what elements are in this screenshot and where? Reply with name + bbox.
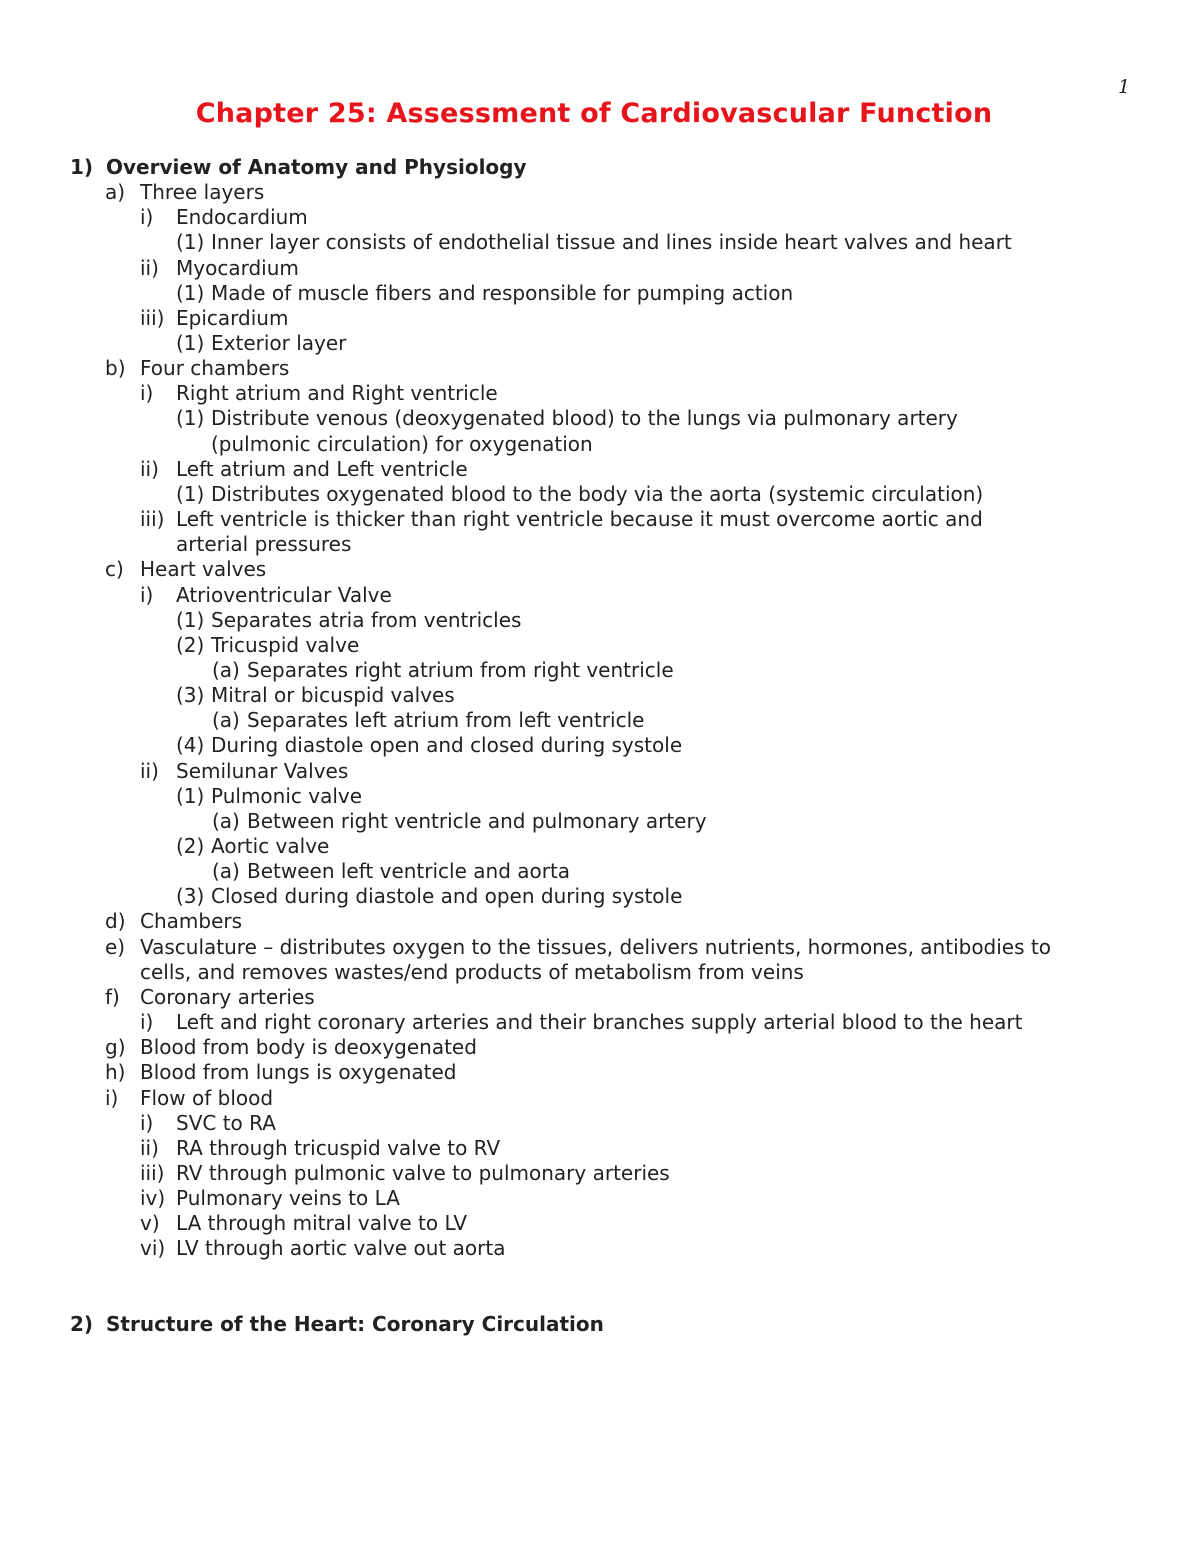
list-item-text: Aortic valve (211, 834, 330, 858)
list-marker: i) (140, 583, 154, 607)
list-marker: ii) (140, 457, 159, 481)
list-item-text: Myocardium (176, 256, 299, 280)
list-marker: ii) (140, 1136, 159, 1160)
list-item (0, 658, 1200, 683)
list-item-text: Pulmonic valve (211, 784, 363, 808)
list-item (0, 230, 1200, 255)
list-item (0, 608, 1200, 633)
section-heading (0, 155, 1200, 180)
list-item-text: Blood from lungs is oxygenated (140, 1060, 457, 1084)
list-marker: (1) (176, 482, 205, 506)
list-item (0, 834, 1200, 859)
list-item (0, 985, 1200, 1010)
list-item-text: Inner layer consists of endothelial tissue and lines inside heart valves and heart (211, 230, 1012, 254)
list-item-text: Between left ventricle and aorta (247, 859, 571, 883)
list-item-text: Atrioventricular Valve (176, 583, 392, 607)
list-item-text: Separates atria from ventricles (211, 608, 522, 632)
list-item-text: Heart valves (140, 557, 267, 581)
list-marker: (1) (176, 281, 205, 305)
list-item (0, 909, 1200, 934)
list-item (0, 432, 1200, 457)
list-marker: iv) (140, 1186, 166, 1210)
list-marker: (1) (176, 784, 205, 808)
list-item-text: Separates right atrium from right ventricle (247, 658, 674, 682)
list-item (0, 331, 1200, 356)
list-item (0, 482, 1200, 507)
list-marker: (a) (212, 809, 240, 833)
list-item-text: RA through tricuspid valve to RV (176, 1136, 501, 1160)
list-marker: ii) (140, 256, 159, 280)
list-marker: (3) (176, 884, 205, 908)
page-number: 1 (1118, 76, 1131, 98)
list-item-text: Mitral or bicuspid valves (211, 683, 455, 707)
list-item (0, 1236, 1200, 1261)
list-marker: ii) (140, 759, 159, 783)
list-marker: (1) (176, 406, 205, 430)
list-item-text: Three layers (140, 180, 265, 204)
list-item (0, 960, 1200, 985)
list-item-text: Distribute venous (deoxygenated blood) to the lungs via pulmonary artery (211, 406, 958, 430)
list-marker: i) (105, 1086, 119, 1110)
list-item-text: Chambers (140, 909, 243, 933)
list-item (0, 1035, 1200, 1060)
list-item-text: Pulmonary veins to LA (176, 1186, 400, 1210)
list-item-text: Left and right coronary arteries and their branches supply arterial blood to the heart (176, 1010, 1023, 1034)
list-item (0, 935, 1200, 960)
list-item-text: Blood from body is deoxygenated (140, 1035, 477, 1059)
list-marker: (a) (212, 859, 240, 883)
list-item (0, 1186, 1200, 1211)
list-item (0, 1161, 1200, 1186)
list-marker: c) (105, 557, 124, 581)
list-item (0, 306, 1200, 331)
list-marker: vi) (140, 1236, 166, 1260)
list-marker: h) (105, 1060, 126, 1084)
list-item-text: Between right ventricle and pulmonary artery (247, 809, 707, 833)
list-item (0, 884, 1200, 909)
list-marker: v) (140, 1211, 160, 1235)
list-item-text: Structure of the Heart: Coronary Circulation (106, 1312, 604, 1336)
list-item (0, 583, 1200, 608)
list-marker: f) (105, 985, 120, 1009)
list-marker: iii) (140, 1161, 165, 1185)
list-item (0, 1136, 1200, 1161)
list-item-text: SVC to RA (176, 1111, 276, 1135)
list-marker: i) (140, 1111, 154, 1135)
list-item-text: Exterior layer (211, 331, 347, 355)
list-item-text: cells, and removes wastes/end products of metabolism from veins (140, 960, 804, 984)
list-item (0, 784, 1200, 809)
list-item (0, 633, 1200, 658)
list-marker: i) (140, 381, 154, 405)
list-item-text: Vasculature – distributes oxygen to the tissues, delivers nutrients, hormones, antibodies to (140, 935, 1051, 959)
list-item (0, 859, 1200, 884)
list-marker: (2) (176, 834, 205, 858)
list-item-text: During diastole open and closed during systole (211, 733, 683, 757)
page-title: Chapter 25: Assessment of Cardiovascular Function (195, 98, 993, 129)
list-marker: i) (140, 205, 154, 229)
list-item (0, 1111, 1200, 1136)
list-marker: 2) (70, 1312, 94, 1336)
list-item (0, 281, 1200, 306)
list-item (0, 809, 1200, 834)
list-item-text: Distributes oxygenated blood to the body via the aorta (systemic circulation) (211, 482, 984, 506)
list-item (0, 733, 1200, 758)
list-item (0, 205, 1200, 230)
list-marker: (a) (212, 658, 240, 682)
list-item-text: Made of muscle fibers and responsible for pumping action (211, 281, 794, 305)
list-marker: e) (105, 935, 126, 959)
list-marker: d) (105, 909, 126, 933)
list-item-text: (pulmonic circulation) for oxygenation (211, 432, 593, 456)
list-item (0, 1086, 1200, 1111)
list-item-text: arterial pressures (176, 532, 352, 556)
list-marker: g) (105, 1035, 126, 1059)
list-item-text: Semilunar Valves (176, 759, 349, 783)
list-item (0, 1211, 1200, 1236)
list-marker: 1) (70, 155, 94, 179)
list-item (0, 708, 1200, 733)
list-marker: (2) (176, 633, 205, 657)
list-item (0, 1010, 1200, 1035)
list-marker: (4) (176, 733, 205, 757)
list-marker: (1) (176, 608, 205, 632)
list-item-text: Tricuspid valve (211, 633, 360, 657)
list-item-text: RV through pulmonic valve to pulmonary arteries (176, 1161, 670, 1185)
list-item-text: LV through aortic valve out aorta (176, 1236, 506, 1260)
list-item-text: Coronary arteries (140, 985, 315, 1009)
list-item-text: Four chambers (140, 356, 290, 380)
list-marker: iii) (140, 507, 165, 531)
list-item (0, 759, 1200, 784)
list-marker: (1) (176, 230, 205, 254)
section-heading (0, 1312, 1200, 1337)
list-item-text: LA through mitral valve to LV (176, 1211, 468, 1235)
list-item (0, 256, 1200, 281)
list-item-text: Left ventricle is thicker than right ventricle because it must overcome aortic and (176, 507, 983, 531)
list-marker: b) (105, 356, 126, 380)
list-item-text: Epicardium (176, 306, 289, 330)
list-item (0, 180, 1200, 205)
list-item (0, 532, 1200, 557)
list-item-text: Left atrium and Left ventricle (176, 457, 468, 481)
list-item (0, 356, 1200, 381)
list-item (0, 381, 1200, 406)
list-marker: (a) (212, 708, 240, 732)
list-marker: a) (105, 180, 126, 204)
list-item-text: Endocardium (176, 205, 308, 229)
list-item-text: Right atrium and Right ventricle (176, 381, 498, 405)
list-item (0, 406, 1200, 431)
list-item (0, 1060, 1200, 1085)
list-marker: iii) (140, 306, 165, 330)
list-item-text: Overview of Anatomy and Physiology (106, 155, 527, 179)
list-marker: (1) (176, 331, 205, 355)
list-item (0, 557, 1200, 582)
list-item-text: Separates left atrium from left ventricle (247, 708, 645, 732)
list-item (0, 457, 1200, 482)
list-item-text: Closed during diastole and open during systole (211, 884, 683, 908)
list-item-text: Flow of blood (140, 1086, 274, 1110)
list-marker: i) (140, 1010, 154, 1034)
list-marker: (3) (176, 683, 205, 707)
list-item (0, 683, 1200, 708)
list-item (0, 507, 1200, 532)
